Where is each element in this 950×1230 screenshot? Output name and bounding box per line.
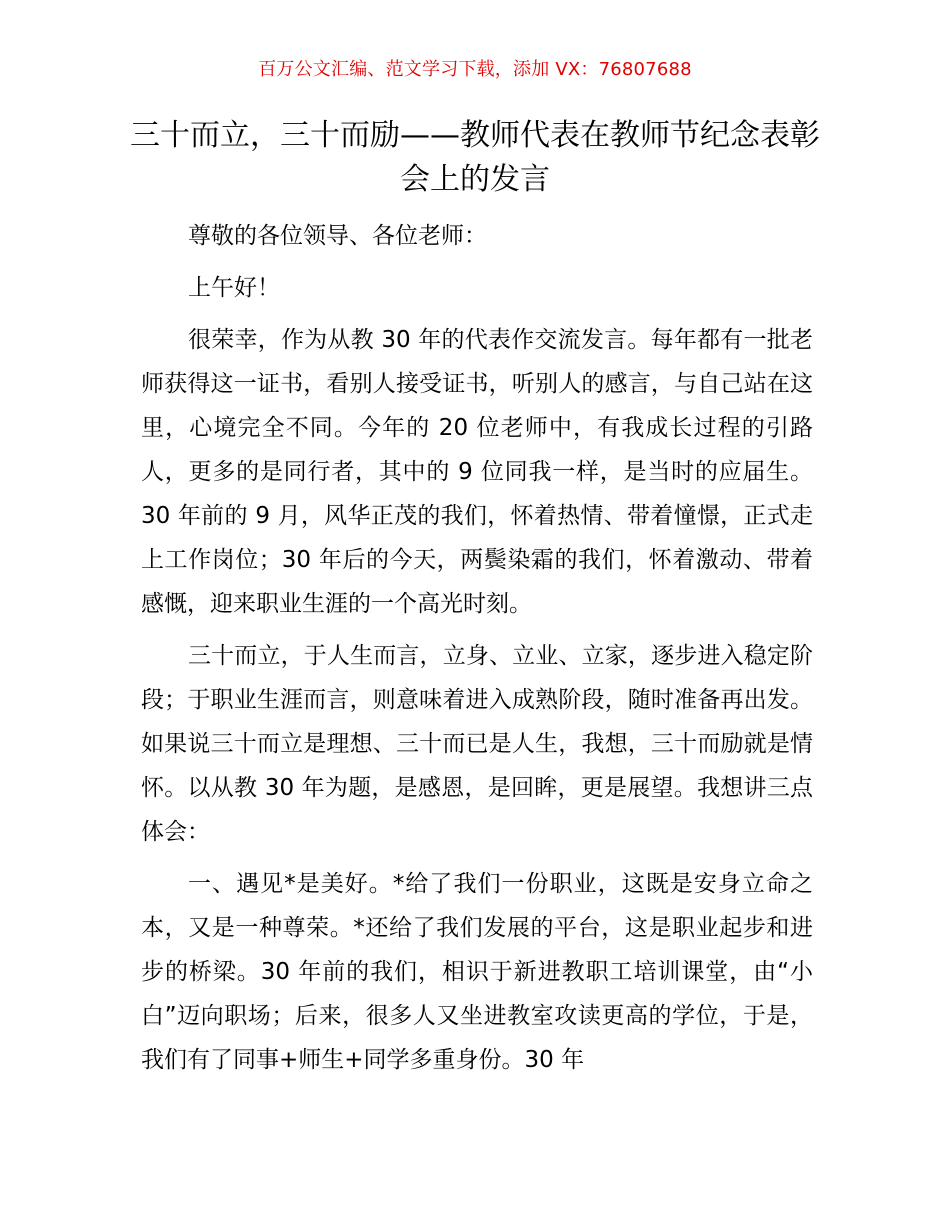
header-watermark-text: 百万公文汇编、范文学习下载，添加 VX：76807688 bbox=[258, 59, 692, 80]
greeting: 上午好！ bbox=[188, 275, 280, 301]
salutation: 尊敬的各位领导、各位老师： bbox=[188, 223, 487, 249]
document-body bbox=[141, 214, 813, 1082]
document-title: 三十而立，三十而励——教师代表在教师节纪念表彰会上的发言 bbox=[130, 118, 820, 197]
paragraph: 三十而立，于人生而言，立身、立业、立家，逐步进入稳定阶段；于职业生涯而言，则意味着进入成熟阶段，随时准备再出发。如果说三十而立是理想、三十而已是人生，我想，三十而励就是情怀。以从教 30 年为题，是感恩，是回眸，更是展望。我想讲三点体会： bbox=[141, 643, 813, 845]
paragraph: 很荣幸，作为从教 30 年的代表作交流发言。每年都有一批老师获得这一证书，看别人接受证书，听别人的感言，与自己站在这里，心境完全不同。今年的 20 位老师中，有我成长过程的引路人，更多的是同行者，其中的 9 位同我一样，是当时的应届生。30 年前的 9 月，风华正茂的我们，怀着热情、带着憧憬，正式走上工作岗位；30 年后的今天，两鬓染霜的我们，怀着激动、带着感慨，迎来职业生涯的一个高光时刻。 bbox=[141, 327, 813, 617]
paragraph: 一、遇见*是美好。*给了我们一份职业，这既是安身立命之本，又是一种尊荣。*还给了我们发展的平台，这是职业起步和进步的桥梁。30 年前的我们，相识于新进教职工培训课堂，由“小白”迈向职场；后来，很多人又坐进教室攻读更高的学位，于是，我们有了同事+师生+同学多重身份。30 年 bbox=[141, 871, 813, 1073]
